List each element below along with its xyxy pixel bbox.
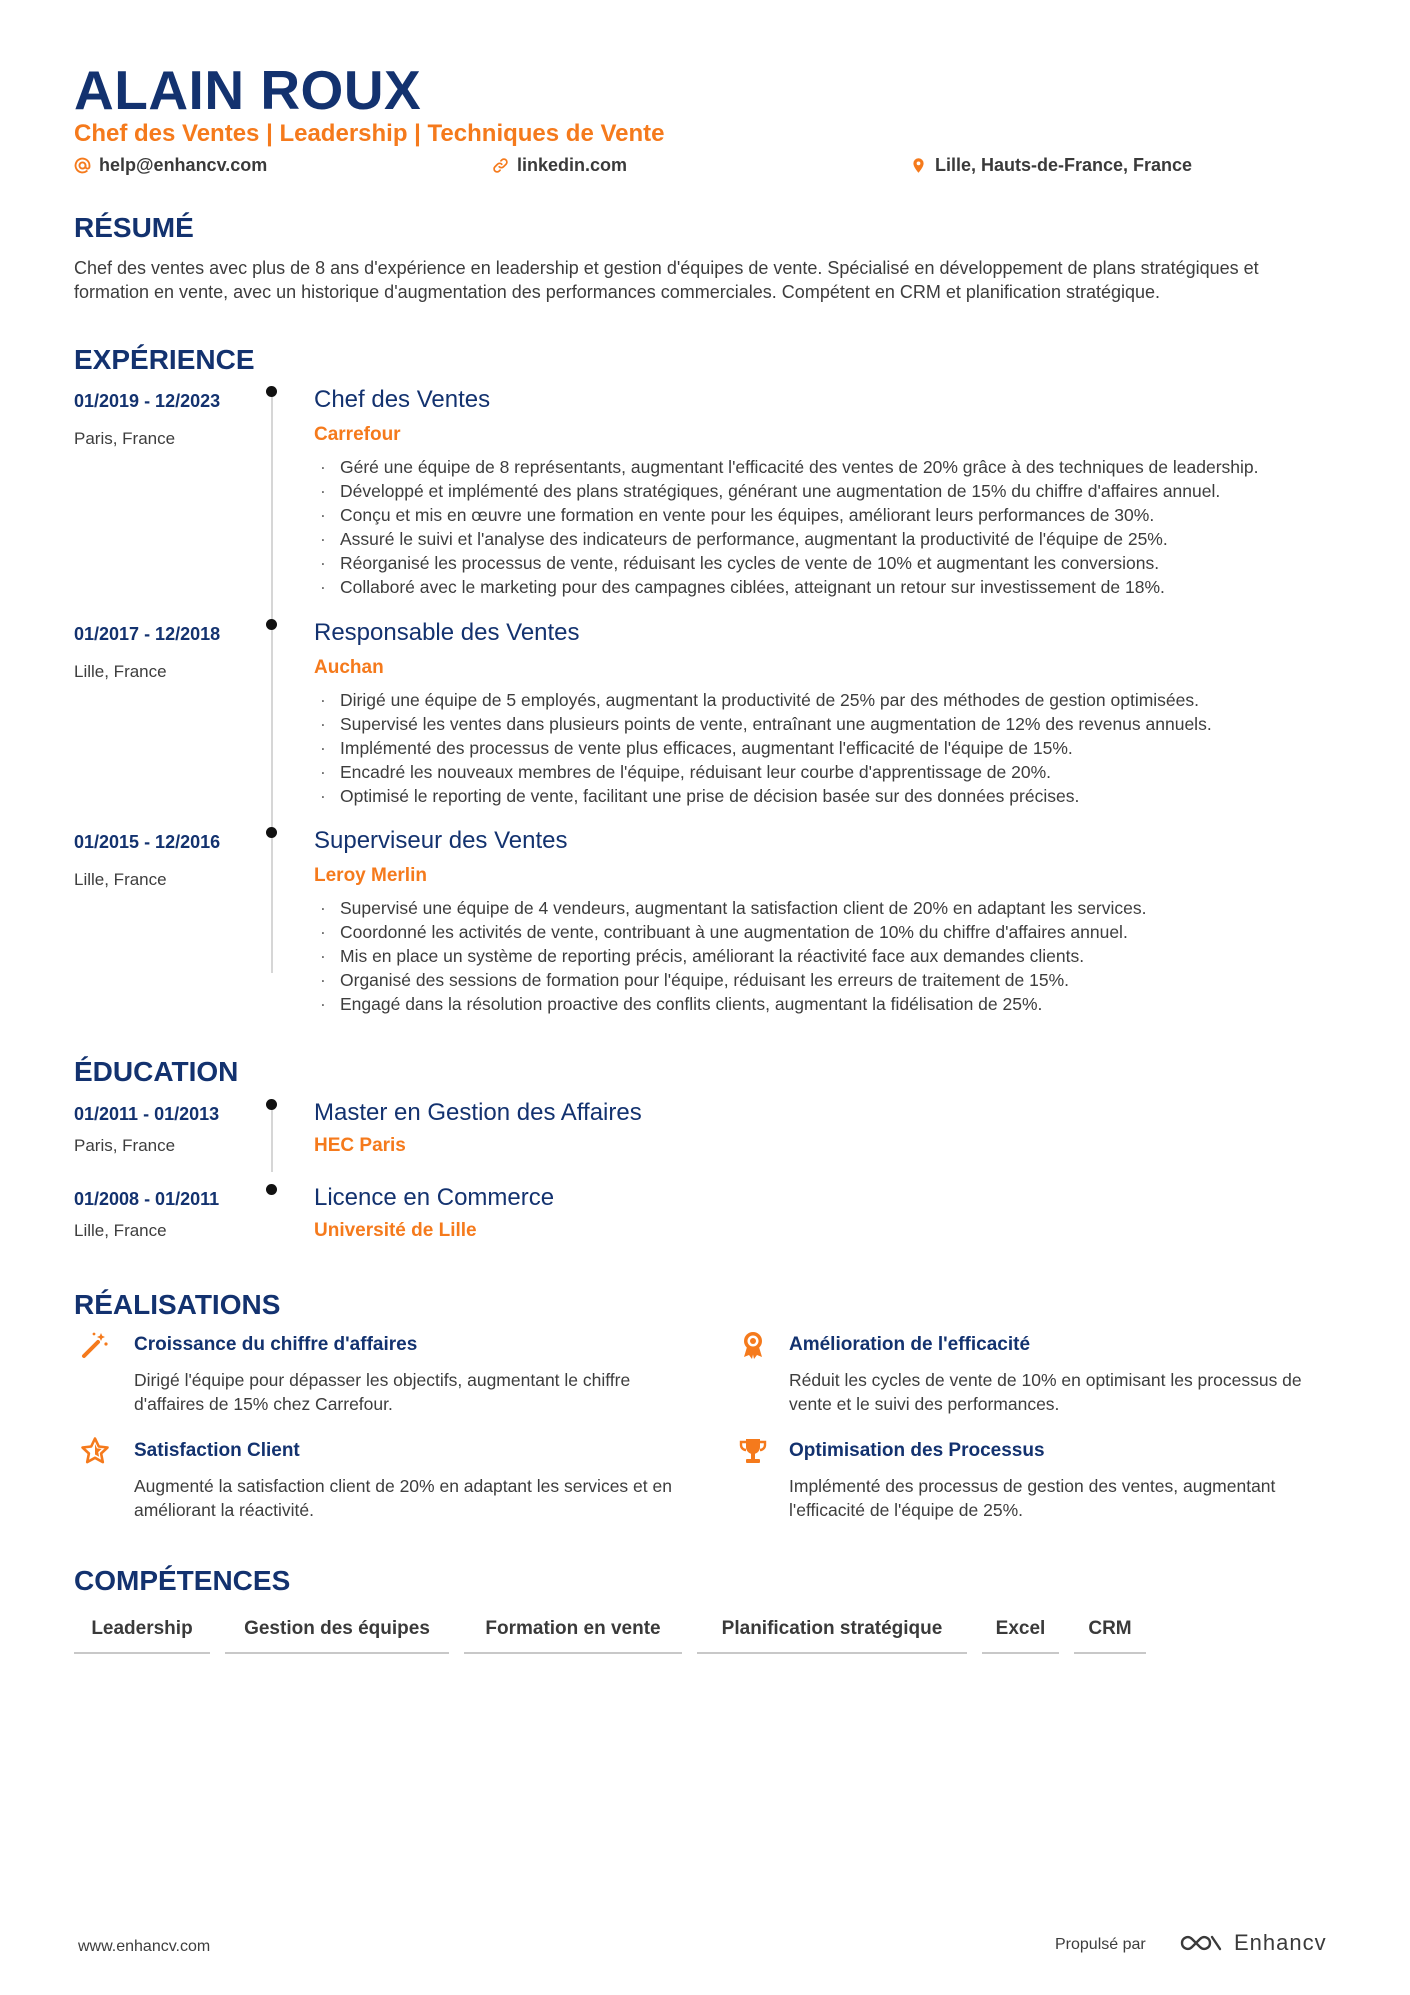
summary-text: Chef des ventes avec plus de 8 ans d'expérience en leadership et gestion d'équipes de vente. Spécialisé en développement de plans stratégiques et formation en vente, avec un historique d'augmentation des performances commerciales. Compétent en CRM et planification stratégique. bbox=[74, 258, 1259, 302]
job-title: Superviseur des Ventes bbox=[314, 827, 568, 854]
magic-wand-icon bbox=[80, 1330, 110, 1360]
achievement-description: Dirigé l'équipe pour dépasser les objectifs, augmentant le chiffre d'affaires de 15% chez Carrefour. bbox=[134, 1370, 631, 1414]
enhancv-brand-text: Enhancv bbox=[1234, 1930, 1327, 1955]
list-item: · Optimisé le reporting de vente, facilitant une prise de décision basée sur des données précises. bbox=[314, 784, 1212, 808]
contact-linkedin[interactable] bbox=[492, 155, 627, 176]
timeline-dot bbox=[266, 619, 277, 630]
job-title: Chef des Ventes bbox=[314, 386, 491, 413]
linkedin-text: linkedin.com bbox=[517, 155, 628, 175]
list-item: · Dirigé une équipe de 5 employés, augmentant la productivité de 25% par des méthodes de gestion optimisées. bbox=[314, 688, 1212, 712]
achievement-description: Augmenté la satisfaction client de 20% en adaptant les services et en améliorant la réactivité. bbox=[134, 1476, 672, 1520]
list-item: · Engagé dans la résolution proactive des conflits clients, augmentant la fidélisation de 25%. bbox=[314, 992, 1147, 1016]
achievements-heading: RÉALISATIONS bbox=[74, 1289, 281, 1320]
list-item: · Mis en place un système de reporting précis, améliorant la réactivité face aux demandes clients. bbox=[314, 944, 1147, 968]
education-dates: 01/2008 - 01/2011 bbox=[74, 1189, 220, 1209]
summary-heading: RÉSUMÉ bbox=[74, 212, 194, 243]
list-item: · Supervisé les ventes dans plusieurs points de vente, entraînant une augmentation de 12% des revenus annuels. bbox=[314, 712, 1212, 736]
enhancv-logo-icon bbox=[1178, 1931, 1224, 1955]
list-item: · Coordonné les activités de vente, contribuant à une augmentation de 10% du chiffre d'affaires annuel. bbox=[314, 920, 1147, 944]
skill-tag: Planification stratégique bbox=[697, 1618, 967, 1654]
achievement-title: Optimisation des Processus bbox=[789, 1440, 1045, 1461]
enhancv-logo[interactable] bbox=[1178, 1930, 1327, 1956]
at-icon bbox=[74, 157, 91, 174]
experience-heading: EXPÉRIENCE bbox=[74, 344, 255, 375]
medal-icon bbox=[738, 1330, 768, 1360]
education-dates: 01/2011 - 01/2013 bbox=[74, 1104, 220, 1124]
job-bullets bbox=[314, 455, 1259, 599]
skill-tag: CRM bbox=[1074, 1618, 1146, 1654]
education-location: Lille, France bbox=[74, 1221, 167, 1240]
skill-tag: Leadership bbox=[74, 1618, 210, 1654]
achievement-title: Amélioration de l'efficacité bbox=[789, 1334, 1031, 1355]
education-timeline-line bbox=[271, 1104, 273, 1172]
timeline-dot bbox=[266, 827, 277, 838]
skill-tag: Formation en vente bbox=[464, 1618, 682, 1654]
job-dates: 01/2017 - 12/2018 bbox=[74, 624, 221, 644]
job-company: Auchan bbox=[314, 657, 384, 678]
timeline-dot bbox=[266, 1184, 277, 1195]
footer-website[interactable]: www.enhancv.com bbox=[78, 1938, 211, 1955]
achievement-description: Implémenté des processus de gestion des ventes, augmentant l'efficacité de l'équipe de 25%. bbox=[789, 1476, 1276, 1520]
list-item: · Développé et implémenté des plans stratégiques, générant une augmentation de 15% du chiffre d'affaires annuel. bbox=[314, 479, 1259, 503]
link-icon bbox=[492, 157, 509, 174]
candidate-name: ALAIN ROUX bbox=[74, 59, 422, 121]
skills-heading: COMPÉTENCES bbox=[74, 1565, 291, 1596]
job-title: Responsable des Ventes bbox=[314, 619, 580, 646]
achievement-description: Réduit les cycles de vente de 10% en optimisant les processus de vente et le suivi des performances. bbox=[789, 1370, 1302, 1414]
job-bullets bbox=[314, 896, 1147, 1016]
location-pin-icon bbox=[910, 157, 927, 174]
education-location: Paris, France bbox=[74, 1136, 176, 1155]
contact-location bbox=[910, 155, 1192, 176]
job-location: Paris, France bbox=[74, 429, 176, 448]
job-dates: 01/2015 - 12/2016 bbox=[74, 832, 221, 852]
education-school: HEC Paris bbox=[314, 1135, 406, 1156]
list-item: · Implémenté des processus de vente plus efficaces, augmentant l'efficacité de l'équipe de 15%. bbox=[314, 736, 1212, 760]
skill-tag: Gestion des équipes bbox=[225, 1618, 449, 1654]
list-item: · Encadré les nouveaux membres de l'équipe, réduisant leur courbe d'apprentissage de 20%. bbox=[314, 760, 1212, 784]
job-company: Leroy Merlin bbox=[314, 865, 427, 886]
list-item: · Collaboré avec le marketing pour des campagnes ciblées, atteignant un retour sur investissement de 18%. bbox=[314, 575, 1259, 599]
job-location: Lille, France bbox=[74, 662, 167, 681]
location-text: Lille, Hauts-de-France, France bbox=[935, 155, 1193, 175]
skill-tag: Excel bbox=[982, 1618, 1059, 1654]
education-heading: ÉDUCATION bbox=[74, 1056, 239, 1087]
email-text: help@enhancv.com bbox=[99, 155, 268, 175]
list-item: · Assuré le suivi et l'analyse des indicateurs de performance, augmentant la productivité de l'équipe de 25%. bbox=[314, 527, 1259, 551]
achievement-title: Satisfaction Client bbox=[134, 1440, 300, 1461]
footer-powered-by: Propulsé par bbox=[1055, 1936, 1146, 1953]
education-school: Université de Lille bbox=[314, 1220, 477, 1241]
star-icon bbox=[80, 1436, 110, 1466]
list-item: · Réorganisé les processus de vente, réduisant les cycles de vente de 10% et augmentant les conversions. bbox=[314, 551, 1259, 575]
job-company: Carrefour bbox=[314, 424, 401, 445]
job-location: Lille, France bbox=[74, 870, 167, 889]
list-item: · Supervisé une équipe de 4 vendeurs, augmentant la satisfaction client de 20% en adaptant les services. bbox=[314, 896, 1147, 920]
experience-timeline-line bbox=[271, 392, 273, 973]
list-item: · Organisé des sessions de formation pour l'équipe, réduisant les erreurs de traitement de 15%. bbox=[314, 968, 1147, 992]
job-bullets bbox=[314, 688, 1212, 808]
contact-email[interactable] bbox=[74, 155, 267, 176]
list-item: · Géré une équipe de 8 représentants, augmentant l'efficacité des ventes de 20% grâce à des techniques de leadership. bbox=[314, 455, 1259, 479]
trophy-icon bbox=[738, 1436, 768, 1466]
list-item: · Conçu et mis en œuvre une formation en vente pour les équipes, améliorant leurs performances de 30%. bbox=[314, 503, 1259, 527]
education-degree: Master en Gestion des Affaires bbox=[314, 1099, 642, 1126]
education-degree: Licence en Commerce bbox=[314, 1184, 555, 1211]
timeline-dot bbox=[266, 386, 277, 397]
job-dates: 01/2019 - 12/2023 bbox=[74, 391, 221, 411]
candidate-headline: Chef des Ventes | Leadership | Techniques de Vente bbox=[74, 120, 665, 147]
timeline-dot bbox=[266, 1099, 277, 1110]
achievement-title: Croissance du chiffre d'affaires bbox=[134, 1334, 418, 1355]
